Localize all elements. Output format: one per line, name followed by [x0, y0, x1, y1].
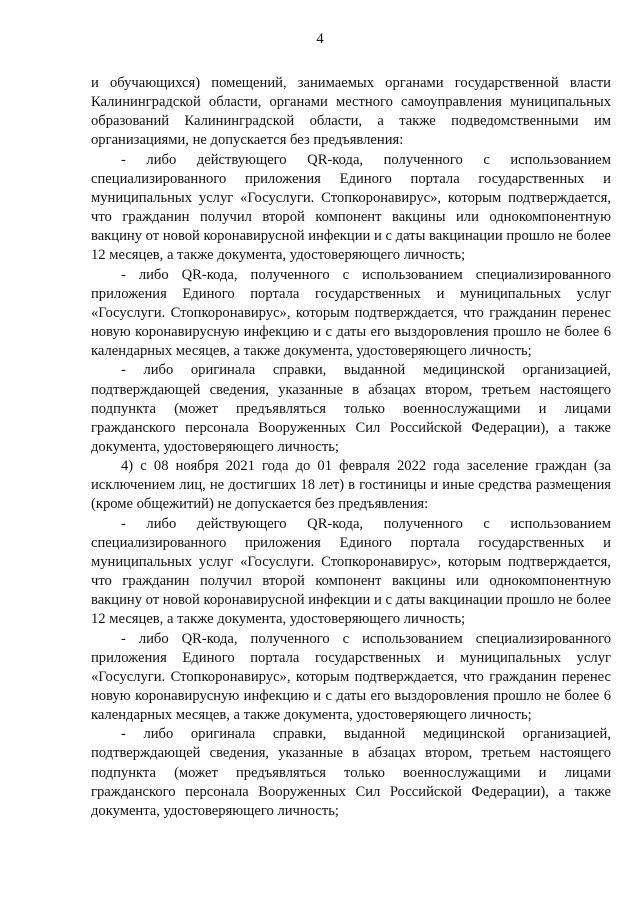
paragraph-hotels-medical-certificate: - либо оригинала справки, выданной медицинской организацией, подтверждающей сведения, указанные в абзацах втором, третьем настоящего подпункта (может предъявляться только военнослужащими и лицами гражданского персонала Вооруженных Сил Российской Федерации), а также документа, удостоверяющего личность; [91, 726, 611, 819]
paragraph-qr-vaccination: - либо действующего QR-кода, полученного с использованием специализированного приложения Единого портала государственных и муниципальных услуг «Госуслуги. Стопкоронавирус», которым подтверждается, что гражданин получил второй компонент вакцины или однокомпонентную вакцину от новой коронавирусной инфекции и с даты вакцинации прошло не более 12 месяцев, а также документа, удостоверяющего личность; [91, 151, 611, 264]
paragraph-medical-certificate: - либо оригинала справки, выданной медицинской организацией, подтверждающей сведения, указанные в абзацах втором, третьем настоящего подпункта (может предъявляться только военнослужащими и лицами гражданского персонала Вооруженных Сил Российской Федерации), а также документа, удостоверяющего личность; [91, 362, 611, 455]
paragraph-intro-continuation: и обучающихся) помещений, занимаемых органами государственной власти Калининградской области, органами местного самоуправления муниципальных образований Калининградской области, а также подведомственными им организациями, не допускается без предъявления: [91, 75, 611, 149]
document-body [91, 74, 611, 821]
paragraph-hotels-qr-recovery: - либо QR-кода, полученного с использованием специализированного приложения Единого портала государственных и муниципальных услуг «Госуслуги. Стопкоронавирус», которым подтверждается, что гражданин перенес новую коронавирусную инфекцию и с даты его выздоровления прошло не более 6 календарных месяцев, а также документа, удостоверяющего личность; [91, 630, 611, 724]
paragraph-item-4-hotels: 4) с 08 ноября 2021 года до 01 февраля 2022 года заселение граждан (за исключением лиц, не достигших 18 лет) в гостиницы и иные средства размещения (кроме общежитий) не допускается без предъявления: [91, 458, 611, 513]
page-number: 4 [316, 31, 324, 47]
paragraph-hotels-qr-vaccination: - либо действующего QR-кода, полученного с использованием специализированного приложения Единого портала государственных и муниципальных услуг «Госуслуги. Стопкоронавирус», которым подтверждается, что гражданин получил второй компонент вакцины или однокомпонентную вакцину от новой коронавирусной инфекции и с даты вакцинации прошло не более 12 месяцев, а также документа, удостоверяющего личность; [91, 515, 611, 628]
paragraph-qr-recovery: - либо QR-кода, полученного с использованием специализированного приложения Единого портала государственных и муниципальных услуг «Госуслуги. Стопкоронавирус», которым подтверждается, что гражданин перенес новую коронавирусную инфекцию и с даты его выздоровления прошло не более 6 календарных месяцев, а также документа, удостоверяющего личность; [91, 266, 611, 360]
